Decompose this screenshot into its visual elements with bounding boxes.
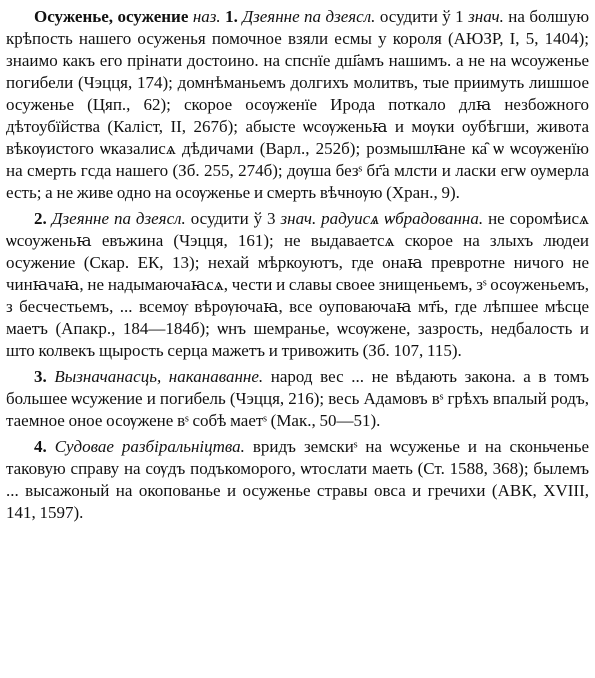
sense-1 — [6, 6, 589, 204]
sense-number: 3. — [34, 367, 47, 386]
dictionary-page — [6, 6, 589, 672]
sense-citations: на болшую крѣпость нашего осуженья помочное взяли есмы у короля (АЮЗР, І, 5, 1404); знаимо какъ его прінати достоино. на спснїе дш҃амъ нашимъ. а не на ѡсоуженье погибели (Чэцця, 174); домнѣманьемъ долгихъ молитвъ, тые приимуть лишшое осуженье (Цяп., 62); скорое осѹженїе Ирода поткало длꙗ незбожного дѣтоубїйства (Каліст, ІІ, 267б); абысте ѡсѹженьꙗ и мѹки оубѣгши, живота вѣкѹистого ѡказалисѧ дѣдичами (Варл., 252б); розмышлꙗне ка̑ ѡ ѡсѹженїю на смерть гсда нашего (Зб. 255, 274б); дѹша безˢ бг҃а млсти и ласки егѡ оумерла есть; а не живе одно на осѹженье и смерть вѣчнѹю (Хран., 9). — [6, 7, 590, 202]
sense-number: 4. — [34, 437, 47, 456]
sense-citations: народ вес ... не вѣдають закона. а в томъ большее ѡсужение и погибель (Чэцця, 216); весь Адамовъ вˢ грѣхъ впалый родъ, таемное оное осѹжене вˢ собѣ маетˢ (Мак., 50—51). — [6, 367, 590, 430]
sense-definition: Дзеянне па дзеясл. — [51, 209, 186, 228]
part-of-speech: наз. — [192, 7, 221, 26]
sense-2 — [6, 208, 589, 362]
sense-ref-meaning: знач. — [468, 7, 504, 26]
sense-definition: Вызначанасць, наканаванне. — [54, 367, 264, 386]
sense-definition: Дзеянне па дзеясл. — [242, 7, 376, 26]
sense-citations: не соромѣисѧ ѡсоуженьꙗ евъжина (Чэцця, 161); не выдаваетсѧ скорое на злыхъ людеи осужение (Скар. ЕК, 13); нехай мѣркоуютъ, где онаꙗ превротне ничого не чинꙗчаꙗ, не надымаючаꙗсѧ, чести и славы своее знищеньемъ, зˢ осѹженьемъ, з бесчестьемъ, ... всемѹ вѣрѹючаꙗ, все оуповаючаꙗ мт҃ь, где лѣпшее мѣсце маетъ (Апакр., 184—184б); ѡнъ шемранье, ѡсѹжене, зазрость, недбалость и што колвекъ щырость серца мажетъ и тривожить (Зб. 107, 115). — [6, 209, 590, 360]
sense-ref-verb: осудити ў 3 — [190, 209, 276, 228]
sense-citations: вридъ земскиˢ на ѡсуженье и на сконьченье таковую справу на сѹдъ подъкоморого, ѡтослати маеть (Ст. 1588, 368); былемъ ... высажоный на окопованье и осуженье стравы овса и гречихи (АВК, XVIII, 141, 1597). — [6, 437, 590, 522]
sense-ref-verb: осудити ў 1 — [379, 7, 464, 26]
sense-number: 1. — [225, 7, 238, 26]
sense-4 — [6, 436, 589, 524]
sense-3 — [6, 366, 589, 432]
headword: Осуженье, осужение — [34, 7, 189, 26]
sense-number: 2. — [34, 209, 47, 228]
sense-definition: Судовае разбіральніцтва. — [54, 437, 245, 456]
sense-ref-meaning: знач. радуисѧ ѡбрадованна. — [280, 209, 484, 228]
